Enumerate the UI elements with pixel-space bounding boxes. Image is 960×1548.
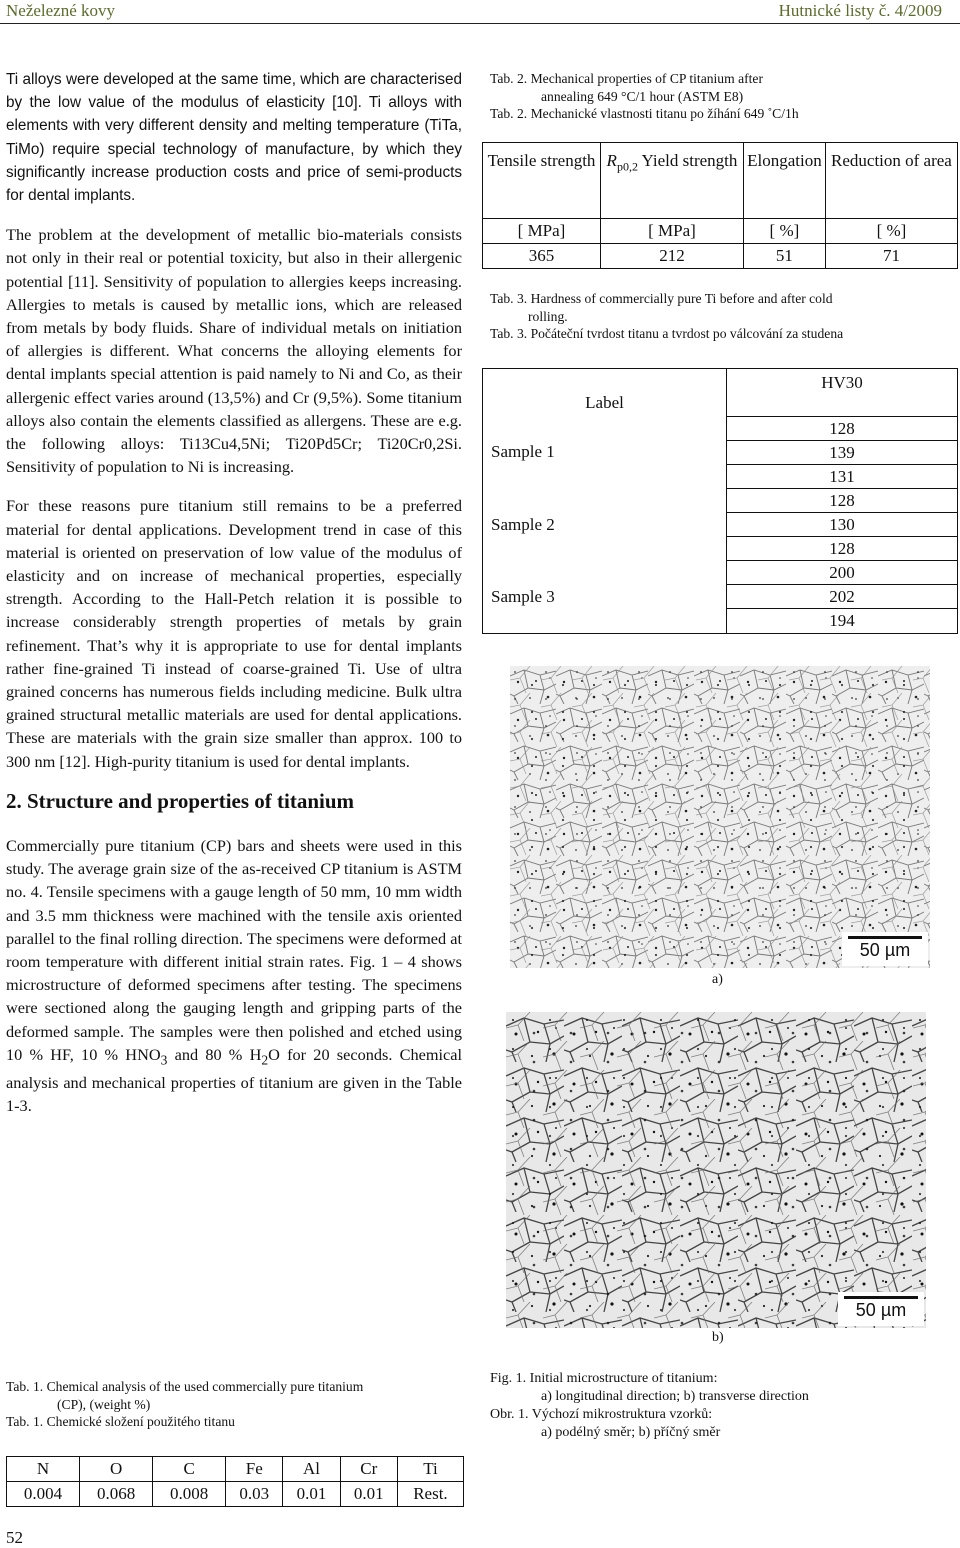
tab3-caption-en-b: rolling. <box>528 308 568 324</box>
tab1-caption-en-b: (CP), (weight %) <box>57 1396 151 1412</box>
left-column <box>6 68 462 1134</box>
page-number: 52 <box>6 1528 23 1547</box>
tab2-value-yield: 212 <box>601 244 744 269</box>
fig1-caption-cz-a: Obr. 1. Výchozí mikrostruktura vzorků: <box>490 1407 713 1422</box>
tab3-hv-9: 194 <box>829 611 855 630</box>
tab2-caption <box>490 70 950 123</box>
table-mechanical-properties <box>482 142 958 269</box>
tab1-header-c: C <box>153 1457 226 1482</box>
tab1-value-c: 0.008 <box>153 1482 226 1507</box>
tab3-hv-column <box>727 369 957 633</box>
paragraph-pure-titanium: For these reasons pure titanium still remains to be a preferred material for dental applications. Development trend in case of this material is oriented on preservation of low value of the modulus of elasticity and on increase of mechanical properties, especially strength. According to the Hall-Petch relation it is possible to increase considerably strength properties of metals by grain refinement. That’s why it is appropriate to use for dental implants rather fine-grained Ti instead of coarse-grained Ti. Use of ultra grained concerns has numerous fields including medicine. Bulk ultra grained structural metallic materials are used for dental applications. These are materials with the grain size smaller than approx. 100 to 300 nm [12]. High-purity titanium is used for dental implants. <box>6 496 462 771</box>
tab1-value-row <box>7 1482 464 1507</box>
methods-sub-2: 2 <box>261 1051 269 1067</box>
tab3-sample-1: Sample 1 <box>491 442 555 461</box>
methods-sub-3: 3 <box>160 1051 168 1067</box>
tab1-header-row <box>7 1457 464 1482</box>
scale-bar-b: 50 µm <box>838 1292 924 1326</box>
tab3-hv-6: 128 <box>727 537 957 561</box>
running-header <box>0 0 960 24</box>
micrograph-a <box>510 666 930 968</box>
tab3-sample-3: Sample 3 <box>491 587 555 606</box>
tab1-caption <box>6 1378 476 1431</box>
tab3-label-header: Label <box>585 393 624 412</box>
paragraph-ti-alloys: Ti alloys were developed at the same time, which are characterised by the low value of the modulus of elasticity [10]. Ti alloys with elements with very different density and melting temperature (TiTa, TiMo) require special technology of manufacture, by which they significantly increase production costs and price of semi-products for dental implants. <box>6 71 462 205</box>
tab2-units-row <box>483 219 958 244</box>
fig1-caption-cz-b: a) podélný směr; b) příčný směr <box>541 1425 721 1440</box>
tab2-caption-en-a: Tab. 2. Mechanical properties of CP titanium after <box>490 71 763 86</box>
table-chemical-analysis <box>6 1456 464 1507</box>
tab3-hv-5: 130 <box>727 513 957 537</box>
tab2-header-row <box>483 143 958 219</box>
journal-issue: Hutnické listy č. 4/2009 <box>778 1 942 20</box>
tab2-unit-2: [ MPa] <box>601 219 744 244</box>
journal-section: Neželezné kovy <box>6 1 116 20</box>
tab1-header-n: N <box>7 1457 80 1482</box>
tab1-value-ti: Rest. <box>397 1482 463 1507</box>
tab3-caption-cz: Tab. 3. Počáteční tvrdost titanu a tvrdost po válcování za studena <box>490 326 844 341</box>
tab2-header-tensile: Tensile strength <box>483 143 601 219</box>
tab2-header-yield-text: Yield strength <box>637 151 738 170</box>
tab3-label-column <box>483 369 727 633</box>
tab1-value-n: 0.004 <box>7 1482 80 1507</box>
tab1-caption-en-a: Tab. 1. Chemical analysis of the used commercially pure titanium <box>6 1379 364 1394</box>
tab3-hv-4: 128 <box>727 489 957 513</box>
paragraph-methods <box>6 834 462 1118</box>
tab2-unit-1: [ MPa] <box>483 219 601 244</box>
tab2-unit-4: [ %] <box>825 219 957 244</box>
tab3-hv-2: 139 <box>727 441 957 465</box>
scale-bar-a: 50 µm <box>842 932 928 966</box>
fig1-caption-en-a: Fig. 1. Initial microstructure of titanium: <box>490 1371 718 1386</box>
tab1-header-cr: Cr <box>340 1457 397 1482</box>
fig1-caption <box>490 1370 955 1442</box>
methods-text-c: O for 20 seconds. Chemical analysis and mechanical properties of titanium are given in the Table 1-3. <box>6 1044 463 1116</box>
tab1-header-fe: Fe <box>226 1457 283 1482</box>
tab1-value-cr: 0.01 <box>340 1482 397 1507</box>
tab2-unit-3: [ %] <box>743 219 825 244</box>
methods-text-a: Commercially pure titanium (CP) bars and sheets were used in this study. The average grain size of the as-received CP titanium is ASTM no. 4. Tensile specimens with a gauge length of 50 mm, 10 mm width and 3.5 mm thickness were machined with the tensile axis oriented parallel to the final rolling direction. The specimens were deformed at room temperature with different initial strain rates. Fig. 1 – 4 shows microstructure of deformed specimens after testing. The specimens were sectioned along the gauging length and gripping parts of the deformed sample. The samples were then polished and etched using 10 % HF, 10 % HNO <box>6 835 462 1064</box>
tab2-header-reduction: Reduction of area <box>825 143 957 219</box>
tab1-value-o: 0.068 <box>80 1482 153 1507</box>
tab2-header-elongation: Elongation <box>743 143 825 219</box>
tab3-hv-8: 202 <box>727 585 957 609</box>
tab2-value-elongation: 51 <box>743 244 825 269</box>
tab3-caption <box>490 290 950 343</box>
tab1-value-al: 0.01 <box>283 1482 340 1507</box>
section-heading: 2. Structure and properties of titanium <box>6 788 355 813</box>
micrograph-a-texture <box>510 666 930 968</box>
tab1-header-o: O <box>80 1457 153 1482</box>
tab1-caption-cz: Tab. 1. Chemické složení použitého titanu <box>6 1414 235 1429</box>
tab3-hv-7: 200 <box>727 561 957 585</box>
tab2-value-tensile: 365 <box>483 244 601 269</box>
micrograph-b-label: b) <box>712 1330 724 1345</box>
paragraph-allergies: The problem at the development of metallic bio-materials consists not only in their real or potential toxicity, but also in their allergenic potential [11]. Sensitivity of population to allergies keeps increasing. Allergies to metals is caused by metallic ions, which are released from metals by body fluids. Share of individual metals on initiation of allergies is different. What concerns the alloying elements for dental implants special attention is paid namely to Ni and Co, as their allergenic effect varies around (13,5%) and Cr (9,5%). Some titanium alloys also contain the elements classified as allergens. These are e.g. the following alloys: Ti13Cu4,5Ni; Ti20Pd5Cr; Ti20Cr0,2Si. Sensitivity of population to Ni is increasing. <box>6 225 462 477</box>
fig1-caption-en-b: a) longitudinal direction; b) transverse direction <box>541 1389 809 1404</box>
micrograph-b <box>506 1012 926 1328</box>
table-hardness <box>482 368 958 634</box>
tab2-header-sub: p0,2 <box>616 159 638 174</box>
tab3-hv-1: 128 <box>727 417 957 441</box>
tab3-sample-2: Sample 2 <box>491 515 555 534</box>
tab2-values-row <box>483 244 958 269</box>
tab2-caption-en-b: annealing 649 °C/1 hour (ASTM E8) <box>541 88 744 104</box>
tab1-header-al: Al <box>283 1457 340 1482</box>
tab2-header-yield <box>601 143 744 219</box>
tab2-header-r: R <box>606 151 617 170</box>
tab2-caption-cz: Tab. 2. Mechanické vlastnosti titanu po žíhání 649 ˚C/1h <box>490 106 799 121</box>
tab2-value-reduction: 71 <box>825 244 957 269</box>
tab3-hv-header: HV30 <box>727 369 957 417</box>
tab3-caption-en-a: Tab. 3. Hardness of commercially pure Ti before and after cold <box>490 291 833 306</box>
tab3-hv-3: 131 <box>727 465 957 489</box>
tab1-header-ti: Ti <box>397 1457 463 1482</box>
tab1-value-fe: 0.03 <box>226 1482 283 1507</box>
micrograph-a-label: a) <box>712 972 723 987</box>
micrograph-b-texture <box>506 1012 926 1328</box>
methods-text-b: and 80 % H <box>167 1044 262 1064</box>
